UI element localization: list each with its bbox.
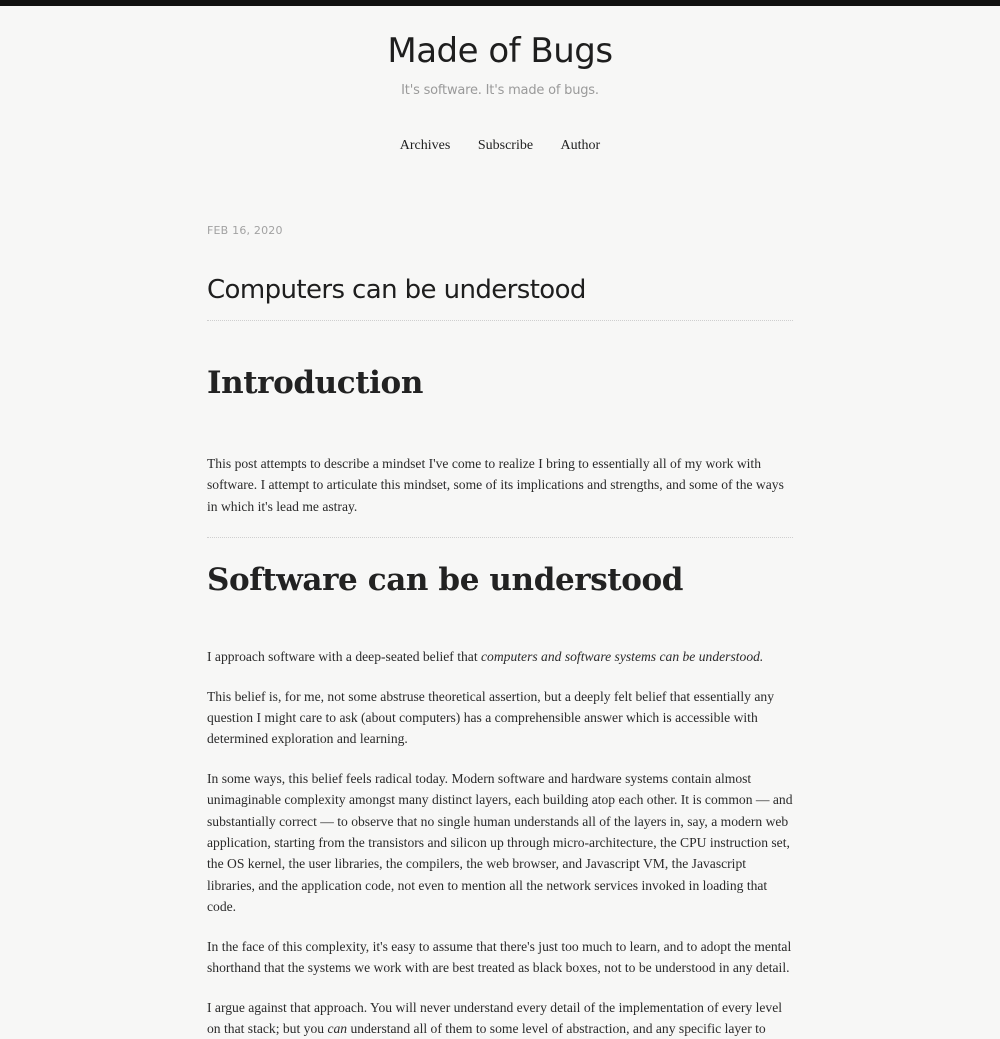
section-heading-software-understood: Software can be understood [207,560,793,600]
site-header [0,28,1000,100]
body-paragraph: In some ways, this belief feels radical today. Modern software and hardware systems contain almost unimaginable complexity amongst many distinct layers, each building atop each other. It is common — and substantially correct — to observe that no single human understands all of the layers in, say, a modern web application, starting from the transistors and silicon up through micro-architecture, the CPU instruction set, the OS kernel, the user libraries, the compilers, the web browser, and Javascript VM, the Javascript libraries, and the application code, not even to mention all the network services invoked in loading that code. [207,768,793,918]
intro-paragraph: This post attempts to describe a mindset I've come to realize I bring to essentially all of my work with software. I attempt to articulate this mindset, some of its implications and strengths, and some of the ways in which it's lead me astray. [207,453,793,517]
section-heading-introduction: Introduction [207,363,793,403]
body-paragraph: This belief is, for me, not some abstruse theoretical assertion, but a deeply felt belief that essentially any question I might care to ask (about computers) has a comprehensible answer which is accessible with determined exploration and learning. [207,686,793,750]
body-paragraph: In the face of this complexity, it's easy to assume that there's just too much to learn, and to adopt the mental shorthand that the systems we work with are best treated as black boxes, not to be understood in any detail. [207,936,793,979]
argument-text: I argue against that approach. You will never understand every detail of the implementation of every level on that stack; but you [207,1000,782,1036]
belief-emphasis: computers and software systems can be understood. [481,649,763,664]
title-divider [207,320,793,321]
post-title: Computers can be understood [207,272,793,308]
argument-text-end: understand all of them to some level of abstraction, and any specific layer to [347,1021,766,1036]
post-content [207,220,793,1039]
argument-paragraph [207,997,793,1039]
site-nav [0,135,1000,157]
nav-subscribe-link[interactable]: Subscribe [478,138,533,153]
nav-archives-link[interactable]: Archives [400,138,451,153]
top-bar [0,0,1000,6]
post-date: FEB 16, 2020 [207,220,793,242]
site-title[interactable]: Made of Bugs [387,28,612,74]
belief-text: I approach software with a deep-seated belief that [207,649,481,664]
site-tagline: It's software. It's made of bugs. [0,82,1000,100]
argument-emphasis: can [327,1021,347,1036]
nav-author-link[interactable]: Author [561,138,601,153]
section-divider [207,537,793,538]
belief-paragraph [207,646,793,667]
